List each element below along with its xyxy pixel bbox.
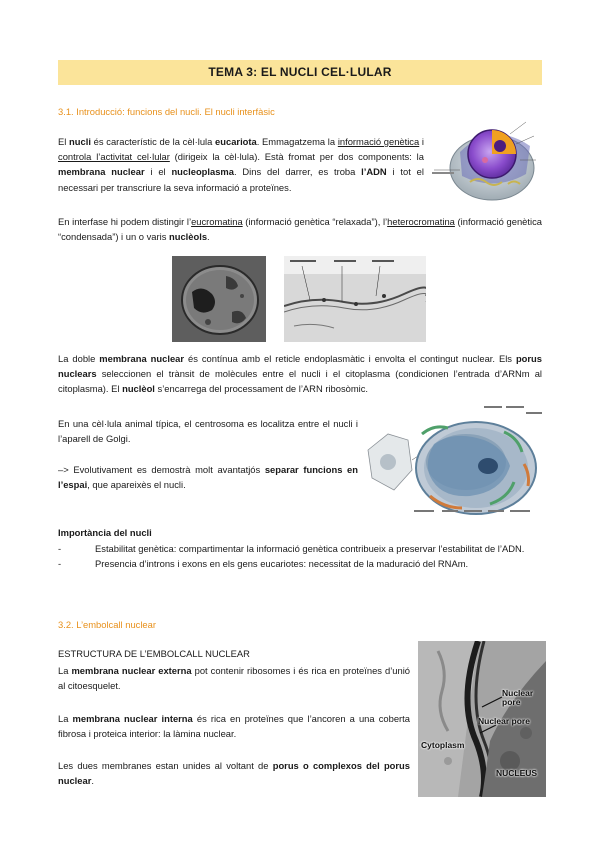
label-nuclear-pore-1: Nuclear pore — [502, 688, 534, 707]
list-item: - Estabilitat genètica: compartimentar la informació genètica contribueix a preservar l’estabilitat de l’ADN. — [58, 541, 542, 556]
section-heading-3-1: 3.1. Introducció: funcions del nucli. El nucli interfàsic — [58, 106, 275, 117]
label-cytoplasm: Cytoplasm — [421, 740, 465, 750]
paragraph-centrosome: En una cèl·lula animal típica, el centrosoma es localitza entre el nucli i l’aparell de Golgi. — [58, 418, 358, 445]
nucleus-3d-illustration — [430, 112, 544, 204]
importance-list — [58, 541, 542, 571]
label-nuclear-pore-2: Nuclear pore — [478, 716, 530, 726]
subheading-envelope-structure: ESTRUCTURA DE L’EMBOLCALL NUCLEAR — [58, 648, 250, 659]
paragraph-nucleus-intro: El nucli és característic de la cèl·lula eucariota. Emmagatzema la informació genètica i controla l’activitat cel·lular (dirigeix la cèl·lula). Està fromat per dos components: la membrana nuclear i el nucleoplasma. Dins del darrer, es troba l’ADN i tot el necessari per transcriure la seva informació a proteïnes. — [58, 136, 425, 193]
paragraph-evolution: –> Evolutivament es demostrà molt avantatjós separar funcions en l’espai, que apareixès el nucli. — [58, 464, 358, 491]
paragraph-outer-membrane: La membrana nuclear externa pot contenir ribosomes i és rica en proteïnes d’unió al citoesquelet. — [58, 665, 411, 692]
page-title: TEMA 3: EL NUCLI CEL·LULAR — [58, 60, 542, 85]
nuclear-envelope-diagram — [284, 256, 426, 342]
animal-cell-illustration — [364, 404, 544, 520]
list-item: - Presencia d’introns i exons en els gens eucariotes: necessitat de la maduració del RNAm. — [58, 556, 542, 571]
paragraph-inner-membrane: La membrana nuclear interna és rica en proteïnes que l’ancoren a una coberta fibrosa i proteica interior: la làmina nuclear. — [58, 713, 410, 740]
nuclear-pore-micrograph — [418, 641, 546, 797]
paragraph-nuclear-membrane: La doble membrana nuclear és contínua amb el reticle endoplasmàtic i envolta el contingut nuclear. Els porus nuclears seleccionen el trànsit de molècules entre el nucli i el citoplasma (condicionen l’entrada d’ARNm al citoplasma). El nuclèol s’encarrega del processament de l’ARN ribosòmic. — [58, 353, 542, 395]
paragraph-pores: Les dues membranes estan unides al voltant de porus o complexos del porus nuclear. — [58, 760, 410, 787]
importance-heading: Importància del nucli — [58, 527, 152, 538]
paragraph-chromatin: En interfase hi podem distingir l’eucromatina (informació genètica “relaxada”), l’heterocromatina (informació genètica “condensada”) i un o varis nuclèols. — [58, 216, 542, 243]
label-nucleus: NUCLEUS — [496, 768, 538, 778]
section-heading-3-2: 3.2. L’embolcall nuclear — [58, 619, 156, 630]
nucleus-micrograph — [172, 256, 266, 342]
